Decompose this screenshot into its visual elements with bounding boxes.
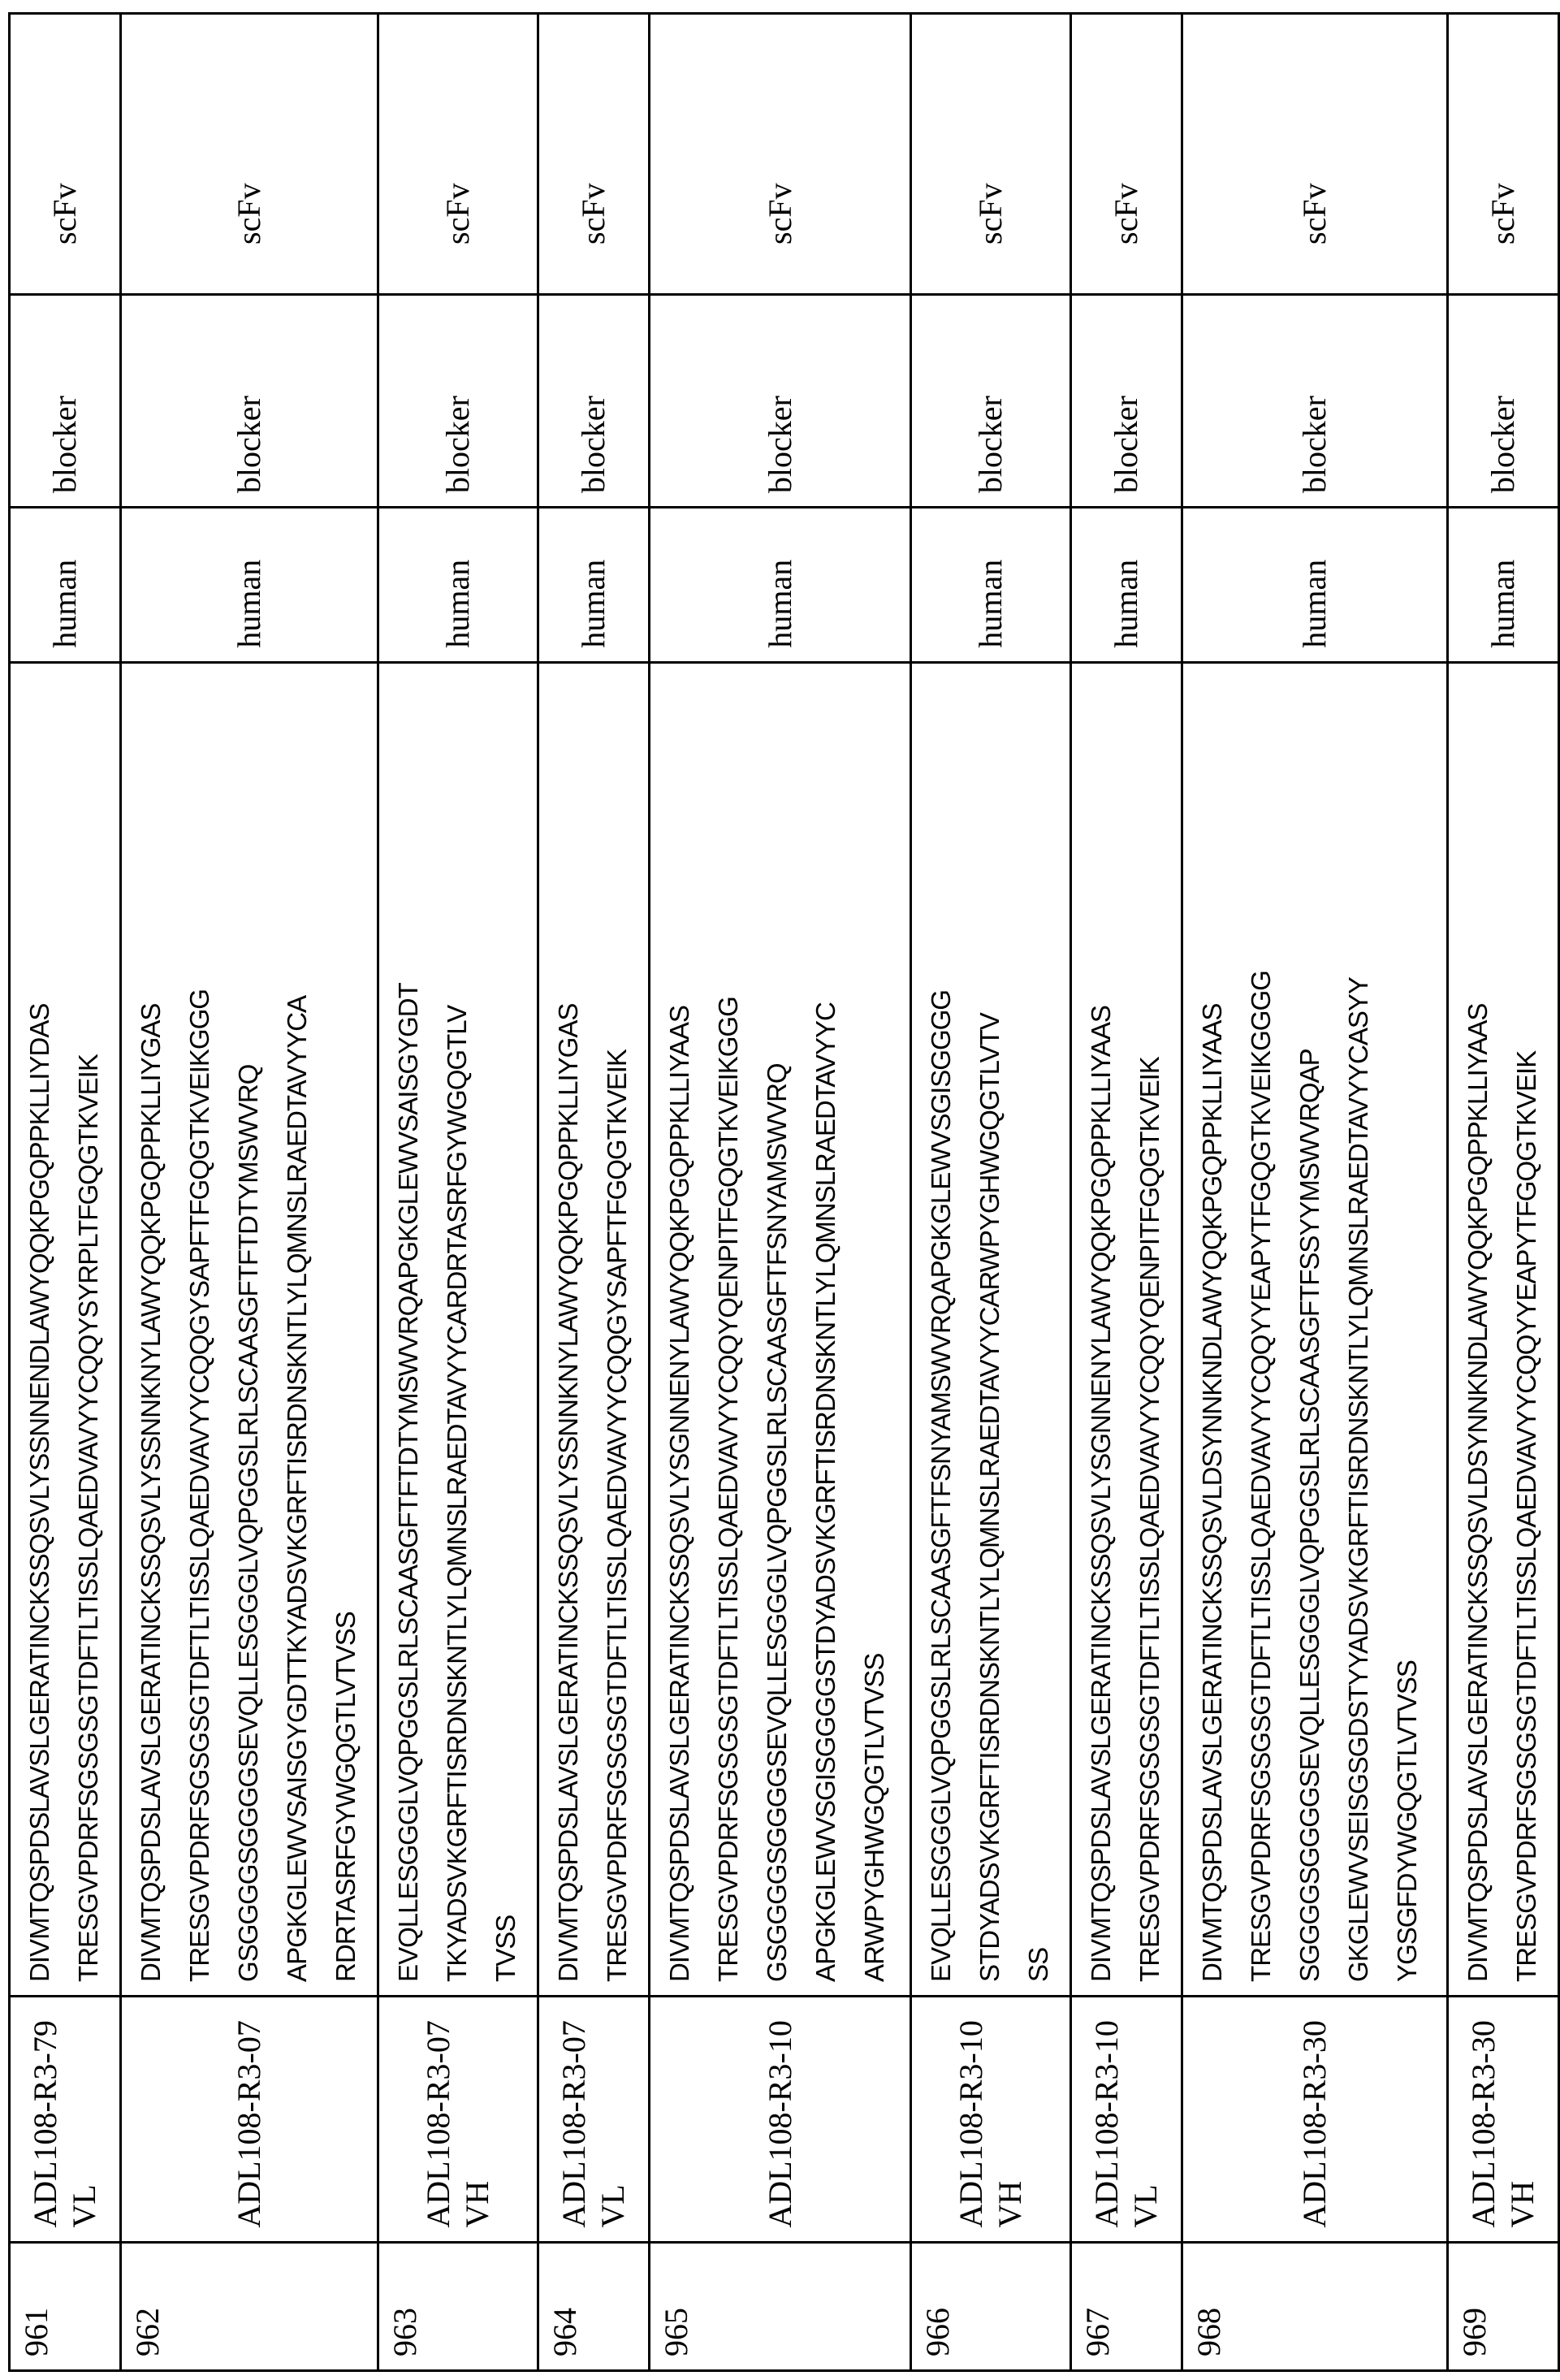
species-cell: human [1448,508,1559,663]
seq-id-cell: 966 [911,2242,1071,2370]
species-cell: human [1071,508,1182,663]
format-cell: scFv [911,14,1071,295]
sequence-line: DIVMTQSPDSLAVSLGERATINCKSSQSVLDSYNNKNDLAWYQQKPGQPPKLLIYAAS [1454,677,1502,1982]
function-type-cell: blocker [911,294,1071,507]
antibody-name-cell: ADL108-R3-30 VH [1448,1996,1559,2242]
function-type-cell: blocker [1448,294,1559,507]
format-cell: scFv [378,14,538,295]
table-row [378,14,538,2371]
seq-id-cell: 969 [1448,2242,1559,2370]
function-type-cell: blocker [10,294,121,507]
sequence-line: DIVMTQSPDSLAVSLGERATINCKSSQSVLYSGNNENYLAWYQQKPGQPPKLLIYAAS [655,677,704,1982]
function-type-cell: blocker [121,294,378,507]
antibody-name-cell: ADL108-R3-10 VL [1071,1996,1182,2242]
sequence-line: DIVMTQSPDSLAVSLGERATINCKSSQSVLYSGNNENYLAWYQQKPGQPPKLLIYAAS [1077,677,1126,1982]
antibody-name-cell: ADL108-R3-07 VH [378,1996,538,2242]
table-row [650,14,911,2371]
sequence-line: TRESGVPDRFSGSGSGTDFTLTISSLQAEDVAVYYCQQGYSAPFTFGQGTKVEIK [593,677,642,1982]
function-type-cell: blocker [650,294,911,507]
seq-id-cell: 968 [1182,2242,1448,2370]
sequence-cell [1071,662,1182,1996]
sequence-line: EVQLLESGGGLVQPGGSLRLSCAASGFTFTDTYMSWVRQAPGKGLEWVSAISGYGDT [384,677,433,1982]
seq-id-cell: 963 [378,2242,538,2370]
sequence-cell [1448,662,1559,1996]
format-cell: scFv [1448,14,1559,295]
sequence-line: RDRTASRFGYWGQGTLVTVSS [322,677,370,1982]
format-cell: scFv [121,14,378,295]
species-cell: human [538,508,650,663]
sequence-cell [378,662,538,1996]
sequence-line: APGKGLEWVSAISGYGDTTKYADSVKGRFTISRDNSKNTLYLQMNSLRAEDTAVYYCA [273,677,322,1982]
function-type-cell: blocker [538,294,650,507]
sequence-line: DIVMTQSPDSLAVSLGERATINCKSSQSVLYSSNNKNYLAWYQQKPGQPPKLLIYGAS [544,677,593,1982]
sequence-line: DIVMTQSPDSLAVSLGERATINCKSSQSVLYSSNNENDLAWYQQKPGQPPKLLIYDAS [15,677,64,1982]
sequence-line: SGGGGSGGGGSEVQLLESGGGLVQPGGSLRLSCAASGFTFSSYYMSWVRQAP [1286,677,1334,1982]
function-type-cell: blocker [378,294,538,507]
species-cell: human [911,508,1071,663]
sequence-line: TVSS [482,677,530,1982]
seq-id-cell: 964 [538,2242,650,2370]
antibody-name-cell: ADL108-R3-79 VL [10,1996,121,2242]
sequence-line: DIVMTQSPDSLAVSLGERATINCKSSQSVLYSSNNKNYLAWYQQKPGQPPKLLIYGAS [127,677,175,1982]
antibody-name-cell: ADL108-R3-07 VL [538,1996,650,2242]
sequence-cell [650,662,911,1996]
sequence-cell [911,662,1071,1996]
sequence-table-body [10,14,1559,2371]
antibody-name-cell: ADL108-R3-07 [121,1996,378,2242]
sequence-line: TRESGVPDRFSGSGSGTDFTLTISSLQAEDVAVYYCQQGYSAPFTFGQGTKVEIKGGG [175,677,224,1982]
table-row [121,14,378,2371]
table-row [1448,14,1559,2371]
sequence-line: EVQLLESGGGLVQPGGSLRLSCAASGFTFSNYAMSWVRQAPGKGLEWVSGISGGGG [917,677,966,1982]
species-cell: human [10,508,121,663]
seq-id-cell: 965 [650,2242,911,2370]
species-cell: human [650,508,911,663]
sequence-cell [10,662,121,1996]
sequence-line: TRESGVPDRFSGSGSGTDFTLTISSLQAEDVAVYYCQQYQENPITFGQGTKVEIKGGG [704,677,753,1982]
function-type-cell: blocker [1071,294,1182,507]
seq-id-cell: 967 [1071,2242,1182,2370]
format-cell: scFv [650,14,911,295]
sequence-cell [121,662,378,1996]
sequence-line: TRESGVPDRFSGSGSGTDFTLTISSLQAEDVAVYYCQQYSYRPLTFGQGTKVEIK [64,677,113,1982]
format-cell: scFv [1071,14,1182,295]
rotated-page [0,0,1471,2380]
sequence-line: GSGGGGSGGGGSEVQLLESGGGLVQPGGSLRLSCAASGFTFSNYAMSWVRQ [753,677,802,1982]
sequence-line: TRESGVPDRFSGSGSGTDFTLTISSLQAEDVAVYYCQQYYEAPYTFGQGTKVEIKGGGG [1237,677,1286,1982]
antibody-name-cell: ADL108-R3-10 [650,1996,911,2242]
antibody-name-cell: ADL108-R3-10 VH [911,1996,1071,2242]
sequence-line: STDYADSVKGRFTISRDNSKNTLYLQMNSLRAEDTAVYYCARWPYGHWGQGTLVTV [966,677,1014,1982]
species-cell: human [378,508,538,663]
sequence-line: GKGLEWVSEISGSGDSTYYADSVKGRFTISRDNSKNTLYLQMNSLRAEDTAVYYCASYY [1334,677,1383,1982]
sequence-line: TRESGVPDRFSGSGSGTDFTLTISSLQAEDVAVYYCQQYQENPITFGQGTKVEIK [1126,677,1174,1982]
table-row [538,14,650,2371]
sequence-line: TRESGVPDRFSGSGSGTDFTLTISSLQAEDVAVYYCQQYYEAPYTFGQGTKVEIK [1502,677,1551,1982]
sequence-table [8,12,1560,2372]
sequence-cell [1182,662,1448,1996]
sequence-line: GSGGGGSGGGGSEVQLLESGGGLVQPGGSLRLSCAASGFTFTDTYMSWVRQ [224,677,273,1982]
table-row [1071,14,1182,2371]
table-row [10,14,121,2371]
function-type-cell: blocker [1182,294,1448,507]
sequence-line: YGSGFDYWGQGTLVTVSS [1383,677,1432,1982]
table-row [911,14,1071,2371]
seq-id-cell: 961 [10,2242,121,2370]
sequence-line: DIVMTQSPDSLAVSLGERATINCKSSQSVLDSYNNKNDLAWYQQKPGQPPKLLIYAAS [1188,677,1237,1982]
species-cell: human [1182,508,1448,663]
sequence-cell [538,662,650,1996]
format-cell: scFv [10,14,121,295]
sequence-line: SS [1014,677,1063,1982]
sequence-line: APGKGLEWVSGISGGGGSTDYADSVKGRFTISRDNSKNTLYLQMNSLRAEDTAVYYC [802,677,850,1982]
format-cell: scFv [538,14,650,295]
antibody-name-cell: ADL108-R3-30 [1182,1996,1448,2242]
format-cell: scFv [1182,14,1448,295]
sequence-line: TKYADSVKGRFTISRDNSKNTLYLQMNSLRAEDTAVYYCARDRTASRFGYWGQGTLV [433,677,482,1982]
sequence-line: ARWPYGHWGQGTLVTVSS [850,677,899,1982]
table-row [1182,14,1448,2371]
species-cell: human [121,508,378,663]
seq-id-cell: 962 [121,2242,378,2370]
